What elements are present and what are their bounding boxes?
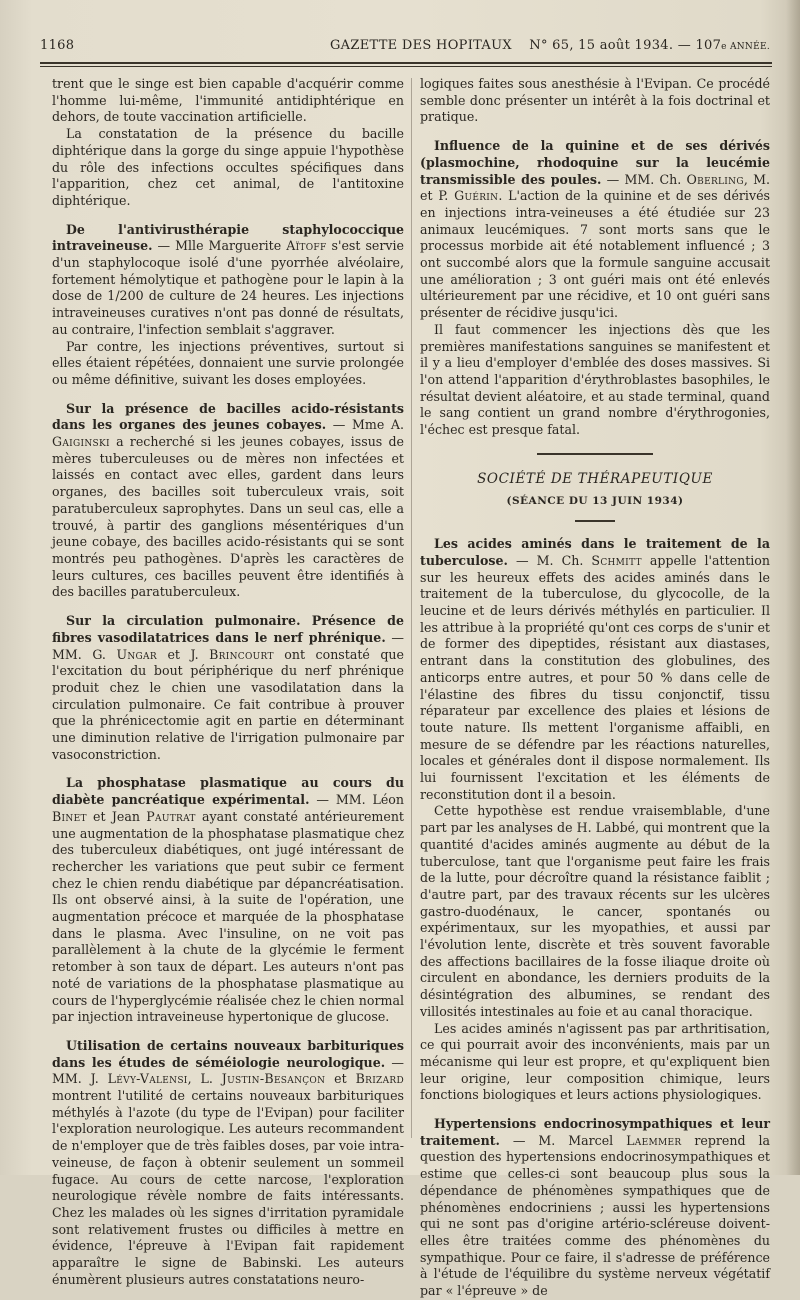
text-run: et Jean: [86, 808, 147, 824]
author-name: Binet: [52, 808, 87, 824]
text-run: — Mlle Marguerite: [152, 238, 287, 254]
text-run: — M. Marcel: [499, 1132, 627, 1148]
text-run: et: [325, 1071, 356, 1087]
issue-info: [529, 38, 770, 53]
society-rule-bottom: [575, 520, 615, 522]
text-run: . L'action de la quinine et de ses dérivés en injections intra-veineuses a été étudiée sur 23 animaux leucémiques. 7 sont morts sans que le processus morbide ait été notablement influencé ; 3 ont succombé alors que la formule sanguine accusait une amélioration ; 3 ont guéri mais ont été enlevés ultérieurement par une récidive, et 10 ont guéri sans présenter de récidive jusqu'ici.: [420, 188, 770, 321]
article-hypertensions: [420, 1116, 770, 1300]
text-run: et J.: [156, 646, 210, 662]
text-run: — MM. Léon: [309, 792, 404, 808]
article-quinine: [420, 138, 770, 439]
journal-title: GAZETTE DES HOPITAUX: [330, 38, 512, 53]
text-run: appelle l'attention sur les heureux effets des acides aminés dans le traitement de la tuberculose, du glycocolle, de la leucine et de leurs dérivés méthylés en particulier. Il les attribue à la propriété qu'ont ces corps de s'unir et de former des dipeptides, résistant aux diastases, entrant dans la constitution des globulines, des anticorps entre autres, et pour 50 % dans celle de l'élastine des fibres du tissu conjonctif, tissu réparateur par excellence des plaies et lésions de toute nature. Ils mettent l'organisme affaibli, en mesure de se défendre par les réactions naturelles, locales et générales dont il dispose normalement. Ils lui fournissent l'excitation et les éléments de reconstitution dont il a besoin.: [420, 552, 770, 802]
author-name: Brizard: [355, 1071, 404, 1087]
article-phosphatase: [52, 775, 404, 1026]
article-title: De l'antivirusthérapie staphylococcique intraveineuse.: [52, 221, 404, 254]
paragraph: trent que le singe est bien capable d'acquérir comme l'homme lui-même, l'immunité antidiphtérique en dehors, de toute vaccination artificielle.: [52, 76, 404, 125]
article-barbituriques: [52, 1038, 404, 1289]
header-rule-thin: [40, 66, 772, 67]
paragraph: Par contre, les injections préventives, surtout si elles étaient répétées, donnaient une survie prolongée ou même définitive, suivant les doses employées.: [52, 338, 404, 387]
article-bacilles: [52, 401, 404, 601]
article-circulation: [52, 613, 404, 763]
text-run: — MM. G.: [52, 629, 404, 662]
text-run: — MM. Ch.: [601, 171, 687, 187]
author-name: Oberling: [686, 171, 744, 187]
page-number: 1168: [40, 38, 75, 53]
author-name: Aïtoff: [286, 238, 327, 254]
text-run: — MM. J.: [52, 1054, 404, 1087]
right-column: [420, 76, 770, 1300]
author-name: Brincourt: [209, 646, 274, 662]
issue-suffix: e ANNÉE.: [721, 42, 770, 52]
text-run: montrent l'utilité de certains nouveaux barbituriques méthylés à l'azote (du type de l'Evipan) pour faciliter l'exploration neurologique. Les auteurs recommandent de n'employer que de très faibles doses, par voie intra-veineuse, de façon à obtenir seulement un sommeil fugace. Au cours de cette narcose, l'exploration neurologique révèle nombre de faits intéressants. Chez les malades où les signes d'irritation pyramidale sont relativement frustes ou difficiles à mettre en évidence, l'épreuve à l'Evipan fait rapidement apparaître le signe de Babinski. Les auteurs énumèrent plusieurs autres constatations neuro-: [52, 1088, 404, 1287]
paragraph: Cette hypothèse est rendue vraisemblable, d'une part par les analyses de H. Labbé, qui montrent que la quantité d'acides aminés augmente au début de la tuberculose, tant que l'organisme peut faire les frais de la lutte, pour décroître quand la résistance faiblit ; d'autre part, par des travaux récents sur les ulcères gastro-duodénaux, le cancer, spontanés ou expérimentaux, sur les myopathies, et aussi par l'évolution lente, discrète et très souvent favorable des affections bacillaires de la fosse iliaque droite où circulent en abondance, les derniers produits de la désintégration des albumines, se rendant des villosités intestinales au foie et au canal thoracique.: [420, 803, 770, 1019]
paragraph: Il faut commencer les injections dès que les premières manifestations sanguines se manifestent et il y a lieu d'employer d'emblée des doses massives. Si l'on attend l'apparition d'érythroblastes basophiles, le résultat devient aléatoire, et au stade terminal, quand le sang contient un grand nombre d'érythrogonies, l'échec est presque fatal.: [420, 321, 770, 438]
author-name: Gaiginski: [52, 434, 110, 450]
article-antivirus: [52, 222, 404, 389]
running-header: [40, 38, 770, 60]
author-name: Schmitt: [591, 552, 642, 568]
article-title: Influence de la quinine et de ses dérivés (plasmochine, rhodoquine sur la leucémie transmissible des poules.: [420, 138, 770, 187]
author-name: Justin-Besançon: [221, 1071, 326, 1087]
society-heading: [420, 453, 770, 522]
author-name: Guérin: [454, 188, 499, 204]
society-date: (SÉANCE DU 13 JUIN 1934): [506, 495, 684, 508]
text-run: — M. Ch.: [507, 552, 592, 568]
article-title: Sur la présence de bacilles acido-résistants dans les organes des jeunes cobayes.: [52, 400, 404, 433]
issue-main: N° 65, 15 août 1934. — 107: [529, 38, 722, 53]
text-run: , L.: [187, 1071, 222, 1087]
text-run: , M. et P.: [420, 171, 770, 204]
text-run: a recherché si les jeunes cobayes, issus de mères tuberculeuses ou de mères non infectées et laissés en contact avec elles, gardent dans leurs organes, des bacilles soit tuberculeux vrais, soit paratuberculeux saprophytes. Dans un seul cas, elle a trouvé, à partir des ganglions mésentériques d'un jeune cobaye, des bacilles acido-résistants qui se sont montrés peu pathogènes. D'après les caractères de leurs cultures, ces bacilles peuvent être identifiés à des bacilles paratuberculeux.: [52, 434, 404, 600]
header-rule: [40, 62, 772, 64]
page-edge-shadow: [786, 0, 800, 1175]
article-title: La phosphatase plasmatique au cours du diabète pancréatique expérimental.: [52, 775, 404, 808]
text-run: — Mme A.: [326, 417, 405, 433]
society-title: SOCIÉTÉ DE THÉRAPEUTIQUE: [477, 470, 713, 487]
author-name: Ungar: [116, 646, 157, 662]
paragraph: Les acides aminés n'agissent pas par arthritisation, ce qui pourrait avoir des inconvénients, mais par un mécanisme qui leur est propre, et qu'expliquent bien leur origine, leur composition chimique, leurs fonctions biologiques et leurs actions physiologiques.: [420, 1020, 770, 1103]
article-title: Utilisation de certains nouveaux barbituriques dans les études de séméiologie neurologique.: [52, 1037, 404, 1070]
author-name: Laemmer: [626, 1132, 682, 1148]
paragraph: logiques faites sous anesthésie à l'Evipan. Ce procédé semble donc présenter un intérêt à la fois doctrinal et pratique.: [420, 76, 770, 125]
text-run: s'est servie d'un staphylocoque isolé d'une pyorrhée alvéolaire, fortement hémolytique et pathogène pour le lapin à la dose de 1/200 de culture de 24 heures. Les injections intraveineuses curatives n'ont pas donné de résultats, au contraire, l'infection semblait s'aggraver.: [52, 238, 404, 337]
text-run: ont constaté que l'excitation du bout périphérique du nerf phrénique produit chez le chien une vasodilatation dans la circulation pulmonaire. Ce fait contribue à prouver que la phrénicectomie agit en partie en déterminant une diminution relative de l'irrigation pulmonaire par vasoconstriction.: [52, 646, 404, 762]
article-acides-amines: [420, 536, 770, 1104]
author-name: Pautrat: [146, 808, 196, 824]
society-rule-top: [537, 453, 653, 455]
text-run: reprend la question des hypertensions endocrinosympathiques et estime que celles-ci sont beaucoup plus sous la dépendance de phénomènes sympathiques que de phénomènes endocriniens ; aussi les hypertensions qui ne sont pas d'origine artério-scléreuse doivent-elles être traitées comme des phénomènes du sympathique. Pour ce faire, il s'adresse de préférence à l'étude de l'équilibre du système nerveux végétatif par « l'épreuve » de: [420, 1132, 770, 1299]
author-name: Lévy-Valensi: [107, 1071, 188, 1087]
text-run: ayant constaté antérieurement une augmentation de la phosphatase plasmatique chez des tuberculeux diabétiques, ont jugé intéressant de rechercher les variations que peut subir ce ferment chez le chien rendu diabétique par dépancréatisation. Ils ont observé ainsi, à la suite de l'opération, une augmentation précoce et marquée de la phosphatase dans le plasma. Avec l'insuline, on ne voit pas parallèlement à la chute de la glycémie le ferment retomber à son taux de départ. Les auteurs n'ont pas noté de variations de la phosphatase plasmatique au cours de l'hyperglycémie réalisée chez le chien normal par injection intraveineuse hypertonique de glucose.: [52, 808, 404, 1025]
article-title: Hypertensions endocrinosympathiques et leur traitement.: [420, 1116, 770, 1148]
left-column: [52, 76, 404, 1289]
column-divider: [411, 78, 412, 1138]
article-title: Sur la circulation pulmonaire. Présence de fibres vasodilatatrices dans le nerf phrénique.: [52, 613, 404, 645]
paragraph: La constatation de la présence du bacille diphtérique dans la gorge du singe appuie l'hypothèse du rôle des infections occultes spécifiques dans l'apparition, chez cet animal, de l'antitoxine diphtérique.: [52, 126, 404, 208]
article-title: Les acides aminés dans le traitement de la tuberculose.: [420, 536, 770, 568]
